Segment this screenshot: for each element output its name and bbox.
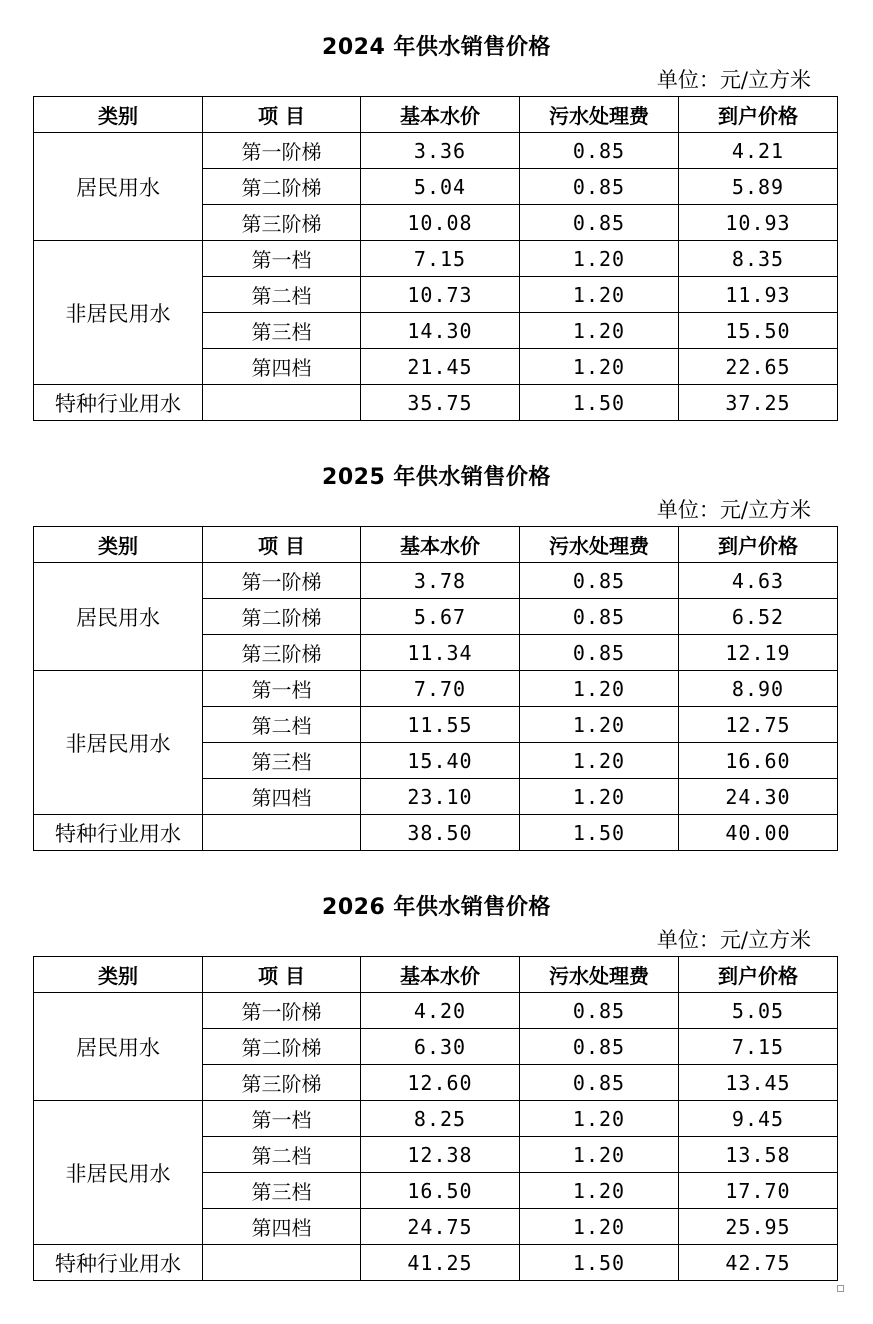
tier-label: 第三档	[203, 743, 361, 779]
sewage-fee: 0.85	[520, 1029, 679, 1065]
household-price: 37.25	[679, 385, 838, 421]
sewage-fee: 1.20	[520, 779, 679, 815]
table-row	[34, 385, 838, 421]
base-water-price: 14.30	[361, 313, 520, 349]
sewage-fee: 1.20	[520, 1209, 679, 1245]
household-price: 4.21	[679, 133, 838, 169]
column-header: 基本水价	[361, 957, 520, 993]
sewage-fee: 0.85	[520, 599, 679, 635]
sewage-fee: 0.85	[520, 1065, 679, 1101]
sewage-fee: 1.20	[520, 671, 679, 707]
base-water-price: 12.60	[361, 1065, 520, 1101]
tier-label: 第一阶梯	[203, 563, 361, 599]
base-water-price: 21.45	[361, 349, 520, 385]
category-special-industry: 特种行业用水	[34, 815, 203, 851]
base-water-price: 10.08	[361, 205, 520, 241]
base-water-price: 7.70	[361, 671, 520, 707]
base-water-price: 41.25	[361, 1245, 520, 1281]
tier-label: 第四档	[203, 1209, 361, 1245]
household-price: 8.35	[679, 241, 838, 277]
sewage-fee: 1.20	[520, 743, 679, 779]
tier-label: 第三阶梯	[203, 1065, 361, 1101]
tier-label: 第二阶梯	[203, 1029, 361, 1065]
tier-label: 第一阶梯	[203, 993, 361, 1029]
household-price: 13.45	[679, 1065, 838, 1101]
tier-label: 第一档	[203, 241, 361, 277]
household-price: 6.52	[679, 599, 838, 635]
category-residential: 居民用水	[34, 993, 203, 1101]
base-water-price: 6.30	[361, 1029, 520, 1065]
sewage-fee: 0.85	[520, 635, 679, 671]
column-header: 基本水价	[361, 527, 520, 563]
column-header: 到户价格	[679, 97, 838, 133]
tier-label: 第二阶梯	[203, 169, 361, 205]
base-water-price: 10.73	[361, 277, 520, 313]
base-water-price: 5.04	[361, 169, 520, 205]
base-water-price: 24.75	[361, 1209, 520, 1245]
table-row	[34, 241, 838, 277]
household-price: 5.05	[679, 993, 838, 1029]
category-special-industry: 特种行业用水	[34, 1245, 203, 1281]
sewage-fee: 1.20	[520, 1101, 679, 1137]
base-water-price: 38.50	[361, 815, 520, 851]
household-price: 13.58	[679, 1137, 838, 1173]
sewage-fee: 1.50	[520, 1245, 679, 1281]
household-price: 10.93	[679, 205, 838, 241]
table-row	[34, 671, 838, 707]
table-row	[34, 815, 838, 851]
household-price: 12.75	[679, 707, 838, 743]
household-price: 9.45	[679, 1101, 838, 1137]
tier-label: 第二档	[203, 1137, 361, 1173]
household-price: 17.70	[679, 1173, 838, 1209]
price-table	[33, 96, 838, 421]
table-row	[34, 1101, 838, 1137]
table-row	[34, 993, 838, 1029]
column-header: 项 目	[203, 957, 361, 993]
sewage-fee: 0.85	[520, 205, 679, 241]
sewage-fee: 0.85	[520, 133, 679, 169]
tier-label: 第一档	[203, 1101, 361, 1137]
household-price: 40.00	[679, 815, 838, 851]
header-row	[34, 527, 838, 563]
household-price: 22.65	[679, 349, 838, 385]
sewage-fee: 0.85	[520, 563, 679, 599]
table-row	[34, 133, 838, 169]
household-price: 15.50	[679, 313, 838, 349]
sewage-fee: 1.20	[520, 313, 679, 349]
base-water-price: 5.67	[361, 599, 520, 635]
column-header: 到户价格	[679, 957, 838, 993]
base-water-price: 15.40	[361, 743, 520, 779]
column-header: 污水处理费	[520, 527, 679, 563]
household-price: 16.60	[679, 743, 838, 779]
household-price: 4.63	[679, 563, 838, 599]
household-price: 12.19	[679, 635, 838, 671]
base-water-price: 8.25	[361, 1101, 520, 1137]
base-water-price: 35.75	[361, 385, 520, 421]
sewage-fee: 1.50	[520, 385, 679, 421]
unit-label: 单位：元/立方米	[656, 498, 811, 522]
page-corner-marker	[837, 1285, 844, 1292]
household-price: 11.93	[679, 277, 838, 313]
tier-label	[203, 815, 361, 851]
tier-label: 第三阶梯	[203, 635, 361, 671]
section-title: 2025 年供水销售价格	[322, 465, 551, 490]
header-row	[34, 97, 838, 133]
tier-label: 第一阶梯	[203, 133, 361, 169]
unit-label: 单位：元/立方米	[656, 68, 811, 92]
base-water-price: 23.10	[361, 779, 520, 815]
household-price: 5.89	[679, 169, 838, 205]
table-row	[34, 563, 838, 599]
household-price: 42.75	[679, 1245, 838, 1281]
table-row	[34, 1245, 838, 1281]
base-water-price: 3.36	[361, 133, 520, 169]
base-water-price: 4.20	[361, 993, 520, 1029]
tier-label: 第四档	[203, 779, 361, 815]
price-table	[33, 956, 838, 1281]
sewage-fee: 1.20	[520, 1173, 679, 1209]
price-table	[33, 526, 838, 851]
category-special-industry: 特种行业用水	[34, 385, 203, 421]
column-header: 污水处理费	[520, 957, 679, 993]
category-non-residential: 非居民用水	[34, 671, 203, 815]
tier-label: 第二阶梯	[203, 599, 361, 635]
tier-label: 第三阶梯	[203, 205, 361, 241]
category-residential: 居民用水	[34, 133, 203, 241]
household-price: 24.30	[679, 779, 838, 815]
category-non-residential: 非居民用水	[34, 1101, 203, 1245]
category-residential: 居民用水	[34, 563, 203, 671]
column-header: 类别	[34, 527, 203, 563]
category-non-residential: 非居民用水	[34, 241, 203, 385]
tier-label: 第一档	[203, 671, 361, 707]
column-header: 项 目	[203, 527, 361, 563]
tier-label: 第三档	[203, 1173, 361, 1209]
sewage-fee: 1.20	[520, 349, 679, 385]
tier-label	[203, 1245, 361, 1281]
column-header: 项 目	[203, 97, 361, 133]
base-water-price: 7.15	[361, 241, 520, 277]
tier-label: 第二档	[203, 277, 361, 313]
tier-label	[203, 385, 361, 421]
column-header: 到户价格	[679, 527, 838, 563]
sewage-fee: 1.20	[520, 277, 679, 313]
base-water-price: 11.55	[361, 707, 520, 743]
column-header: 类别	[34, 957, 203, 993]
base-water-price: 11.34	[361, 635, 520, 671]
household-price: 8.90	[679, 671, 838, 707]
tier-label: 第三档	[203, 313, 361, 349]
tier-label: 第四档	[203, 349, 361, 385]
section-title: 2026 年供水销售价格	[322, 895, 551, 920]
base-water-price: 3.78	[361, 563, 520, 599]
column-header: 类别	[34, 97, 203, 133]
unit-label: 单位：元/立方米	[656, 928, 811, 952]
base-water-price: 12.38	[361, 1137, 520, 1173]
sewage-fee: 1.20	[520, 1137, 679, 1173]
household-price: 25.95	[679, 1209, 838, 1245]
sewage-fee: 0.85	[520, 169, 679, 205]
household-price: 7.15	[679, 1029, 838, 1065]
column-header: 基本水价	[361, 97, 520, 133]
sewage-fee: 0.85	[520, 993, 679, 1029]
sewage-fee: 1.20	[520, 241, 679, 277]
section-title: 2024 年供水销售价格	[322, 35, 551, 60]
sewage-fee: 1.20	[520, 707, 679, 743]
sewage-fee: 1.50	[520, 815, 679, 851]
header-row	[34, 957, 838, 993]
base-water-price: 16.50	[361, 1173, 520, 1209]
column-header: 污水处理费	[520, 97, 679, 133]
tier-label: 第二档	[203, 707, 361, 743]
